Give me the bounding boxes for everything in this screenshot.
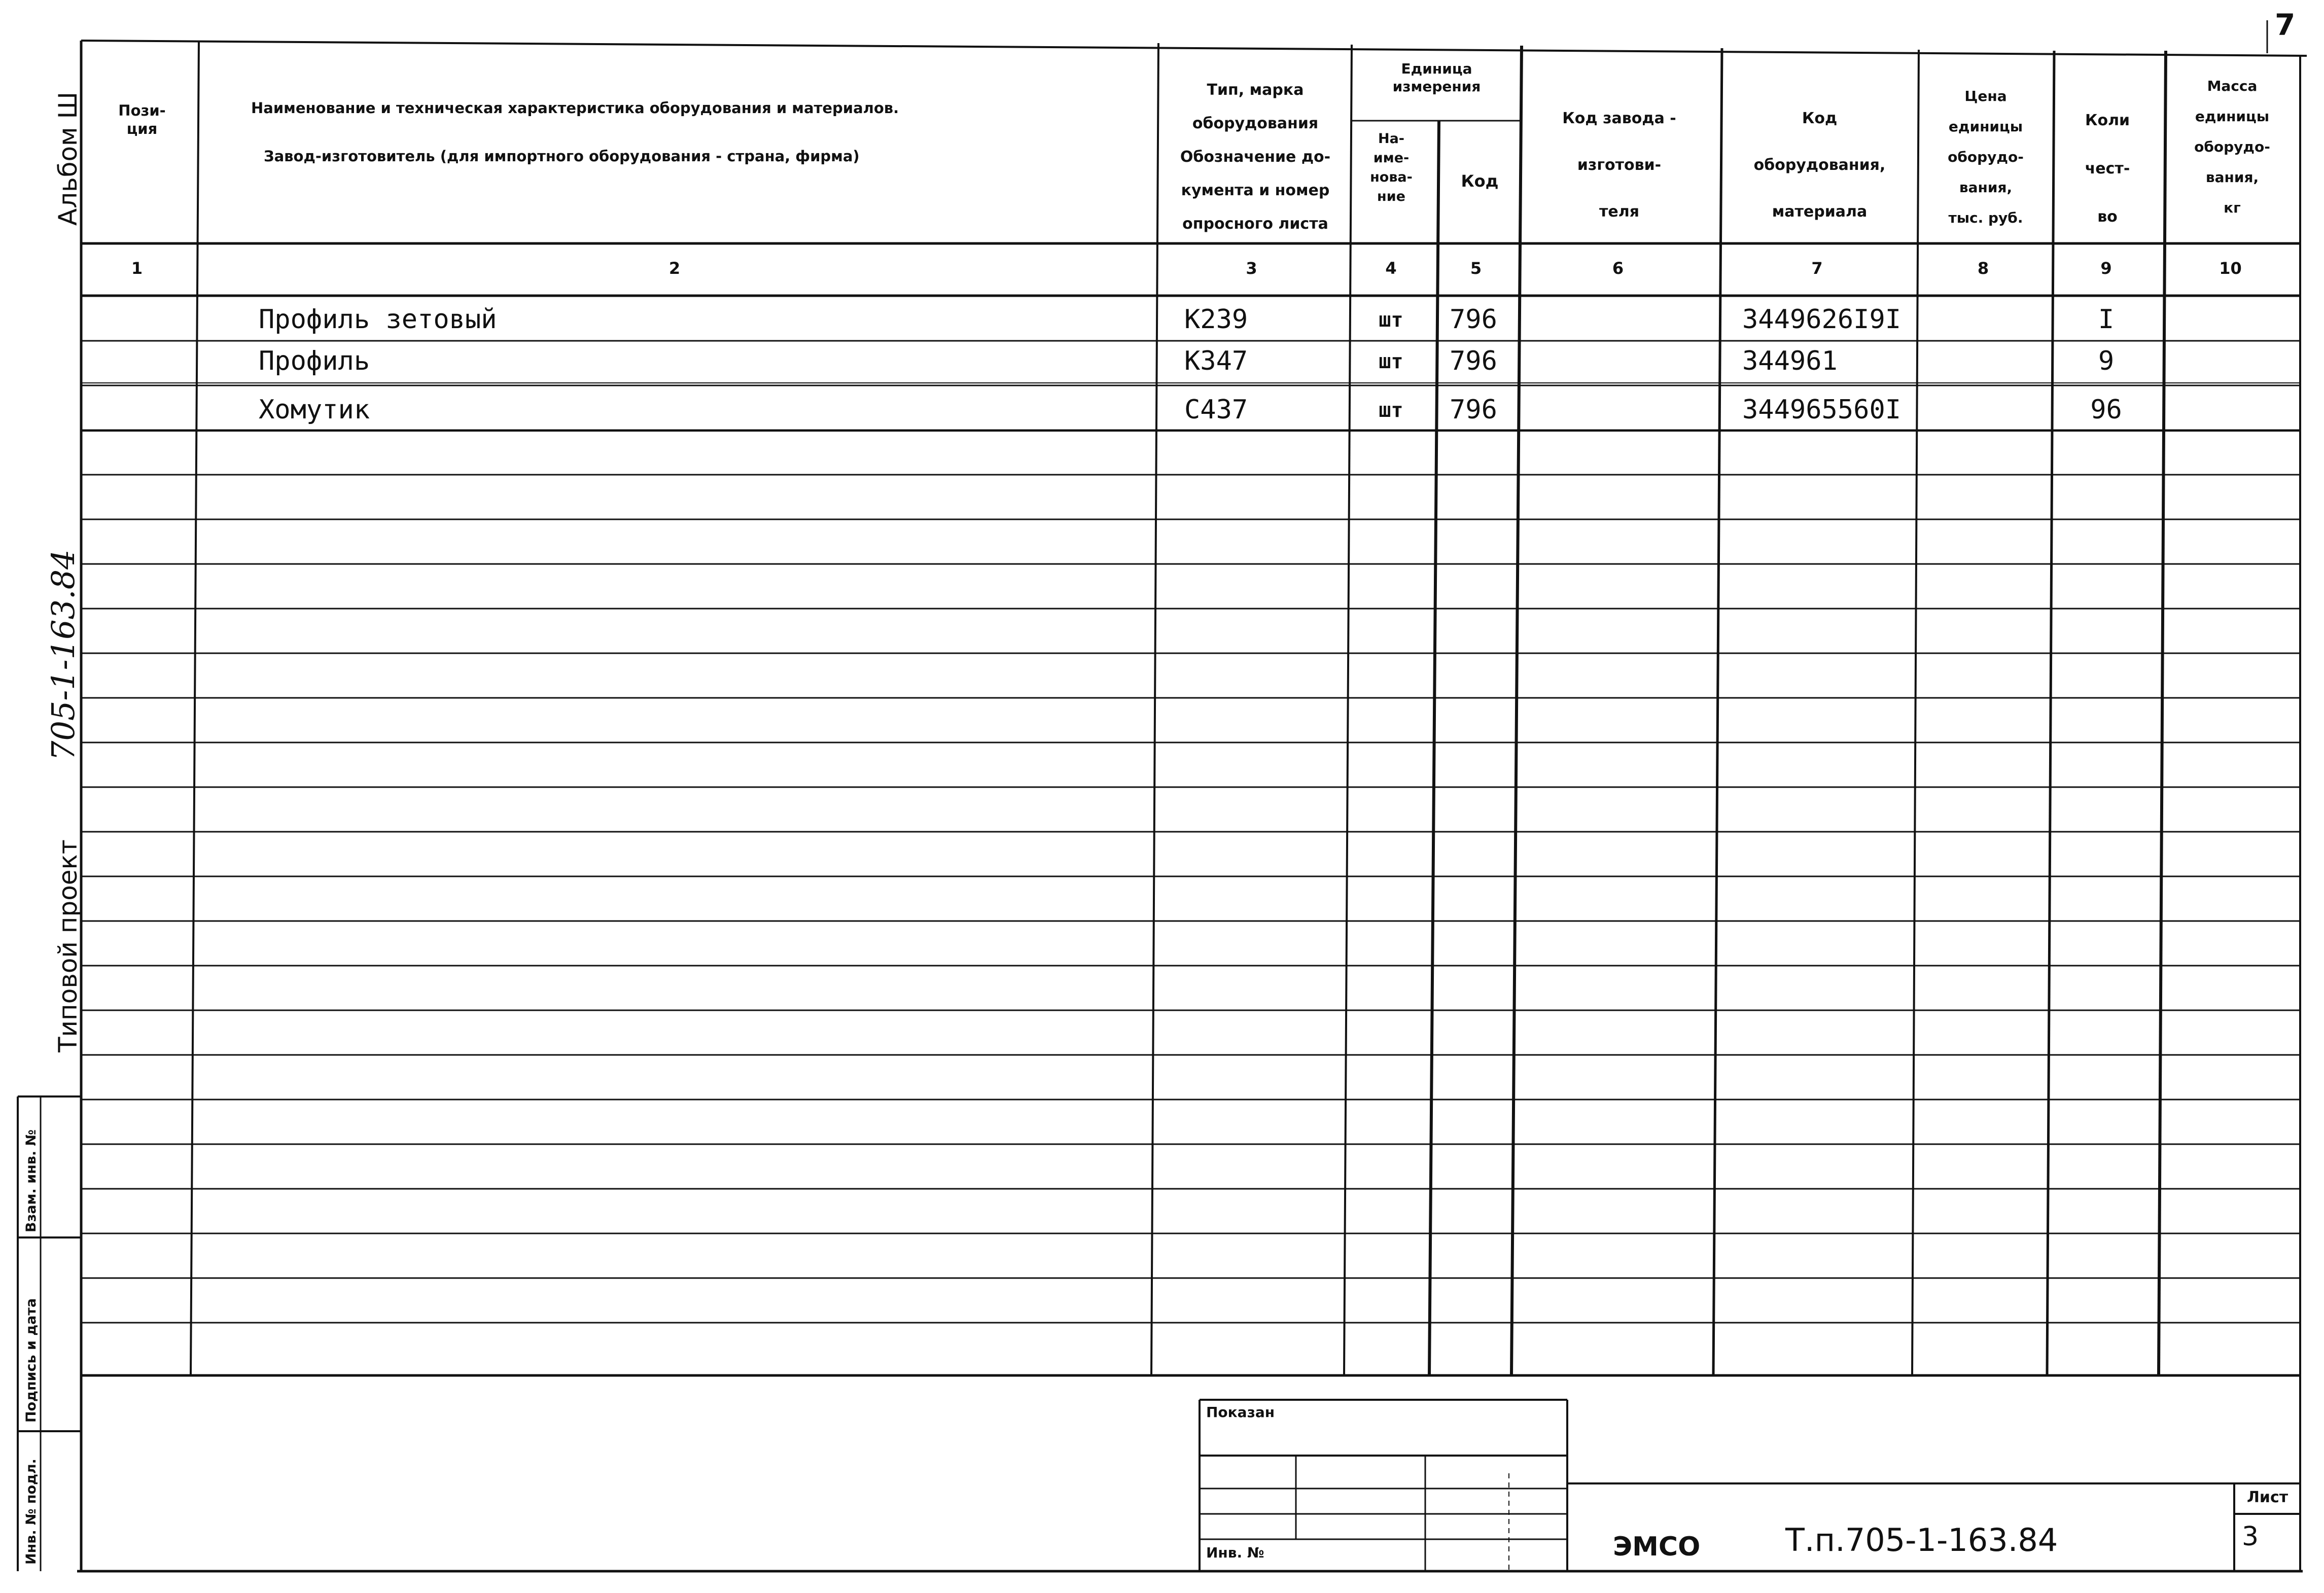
cell-name: Хомутик xyxy=(259,395,370,425)
header-name-line2: Завод-изготовитель (для импортного оборудования - страна, фирма) xyxy=(264,148,860,165)
cell-unit-code: 796 xyxy=(1450,304,1497,335)
header-name-line1: Наименование и техническая характеристика оборудования и материалов. xyxy=(251,99,899,117)
title-inv-no-label: Инв. № xyxy=(1206,1544,1264,1561)
sheet-label: Лист xyxy=(2247,1489,2288,1506)
column-number: 5 xyxy=(1470,259,1482,278)
header-equipment-code: Код оборудования, материала xyxy=(1753,110,1886,221)
cell-type: К239 xyxy=(1184,304,1248,335)
column-number: 7 xyxy=(1811,259,1823,278)
project-type-label: Типовой проект xyxy=(53,839,83,1052)
cell-quantity: I xyxy=(2098,304,2115,335)
header-position: Пози- ция xyxy=(118,102,166,138)
header-type: Тип, марка оборудования Обозначение до- кумента и номер опросного листа xyxy=(1180,81,1331,233)
header-price: Цена единицы оборудо- вания, тыс. руб. xyxy=(1948,88,2024,226)
page-number: 7 xyxy=(2275,8,2296,42)
stamp-inv-vzam: Взам. инв. № xyxy=(23,1129,39,1232)
cell-quantity: 9 xyxy=(2098,346,2115,376)
cell-equipment-code: 3449626I9I xyxy=(1742,304,1902,335)
column-number: 3 xyxy=(1246,259,1257,278)
stamp-inv-podl: Инв. № подл. xyxy=(23,1459,39,1565)
cell-unit-code: 796 xyxy=(1450,395,1497,425)
column-number: 2 xyxy=(668,259,681,278)
header-unit-code: Код xyxy=(1461,171,1499,191)
header-unit-name: На- име- нова- ние xyxy=(1370,131,1413,204)
column-number: 1 xyxy=(131,259,143,278)
cell-unit: шт xyxy=(1379,350,1403,373)
column-number: 8 xyxy=(1977,259,1989,278)
header-factory-code: Код завода - изготови- теля xyxy=(1562,110,1676,221)
column-number: 4 xyxy=(1385,259,1397,278)
project-number-handwritten: 705-1-163.84 xyxy=(45,549,82,761)
document-code: Т.п.705-1-163.84 xyxy=(1785,1521,2058,1559)
sheet-number: 3 xyxy=(2242,1521,2259,1552)
header-quantity: Коли чест- во xyxy=(2085,112,2130,226)
cell-type: С437 xyxy=(1184,395,1248,425)
cell-unit: шт xyxy=(1379,308,1403,332)
cell-unit-code: 796 xyxy=(1450,346,1497,376)
column-number: 6 xyxy=(1612,259,1624,278)
title-shown-label: Показан xyxy=(1206,1404,1275,1421)
cell-quantity: 96 xyxy=(2090,395,2122,425)
cell-unit: шт xyxy=(1379,399,1403,422)
cell-equipment-code: 344965560I xyxy=(1742,395,1902,425)
cell-equipment-code: 344961 xyxy=(1742,346,1838,376)
album-label: Альбом Ш xyxy=(53,91,83,226)
cell-name: Профиль зетовый xyxy=(259,304,497,335)
cell-type: К347 xyxy=(1184,346,1248,376)
cell-name: Профиль xyxy=(259,346,370,376)
column-number: 9 xyxy=(2100,259,2112,278)
header-unit-group: Единица измерения xyxy=(1392,60,1481,95)
column-number: 10 xyxy=(2219,259,2242,278)
header-mass: Масса единицы оборудо- вания, кг xyxy=(2194,78,2270,216)
organization-label: ЭМСО xyxy=(1613,1532,1701,1562)
stamp-signature-date: Подпись и дата xyxy=(23,1298,39,1423)
